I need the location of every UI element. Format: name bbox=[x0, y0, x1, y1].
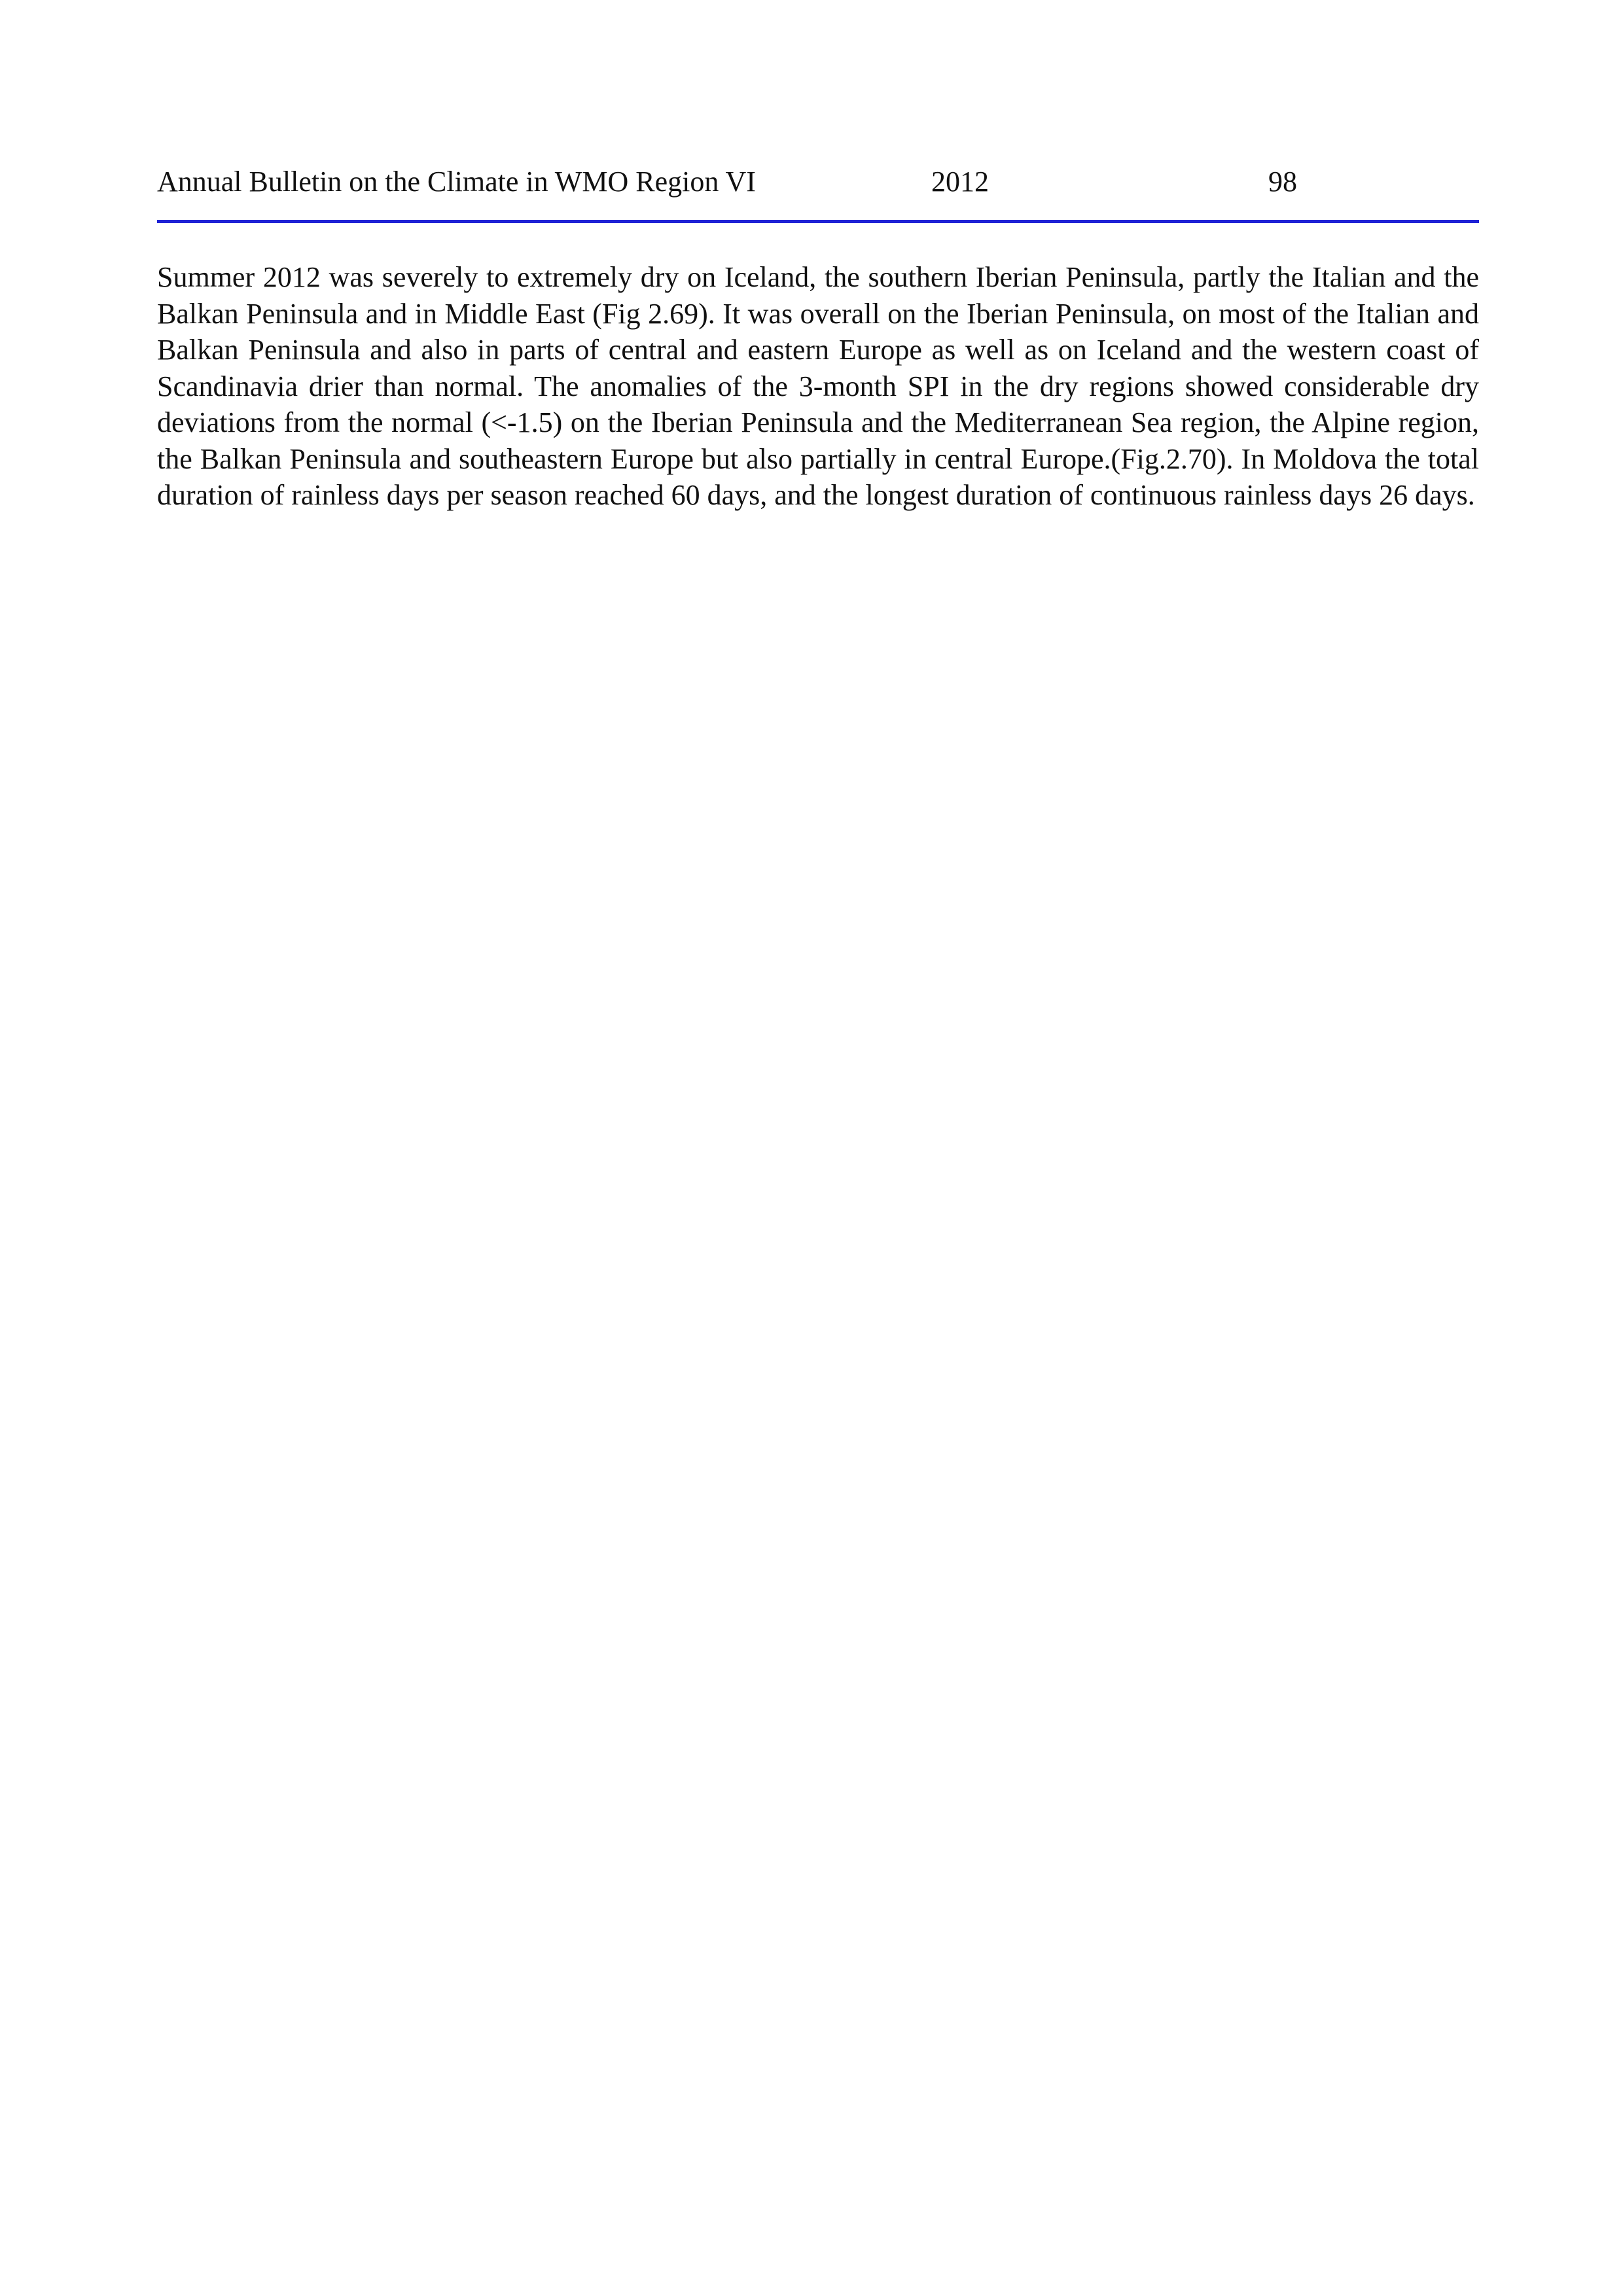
header-title: Annual Bulletin on the Climate in WMO Region VI bbox=[157, 166, 756, 198]
body-paragraph: Summer 2012 was severely to extremely dry on Iceland, the southern Iberian Peninsula, partly the Italian and the Balkan Peninsula and in Middle East (Fig 2.69). It was overall on the Iberian Peninsula, on most of the Italian and Balkan Peninsula and also in parts of central and eastern Europe as well as on Iceland and the western coast of Scandinavia drier than normal. The anomalies of the 3-month SPI in the dry regions showed considerable dry deviations from the normal (<-1.5) on the Iberian Peninsula and the Mediterranean Sea region, the Alpine region, the Balkan Peninsula and southeastern Europe but also partially in central Europe.(Fig.2.70). In Moldova the total duration of rainless days per season reached 60 days, and the longest duration of continuous rainless days 26 days. bbox=[157, 261, 1479, 511]
header-rule bbox=[157, 220, 1479, 223]
page-number: 98 bbox=[1268, 166, 1297, 198]
running-header bbox=[157, 162, 1479, 202]
header-year: 2012 bbox=[931, 166, 989, 198]
